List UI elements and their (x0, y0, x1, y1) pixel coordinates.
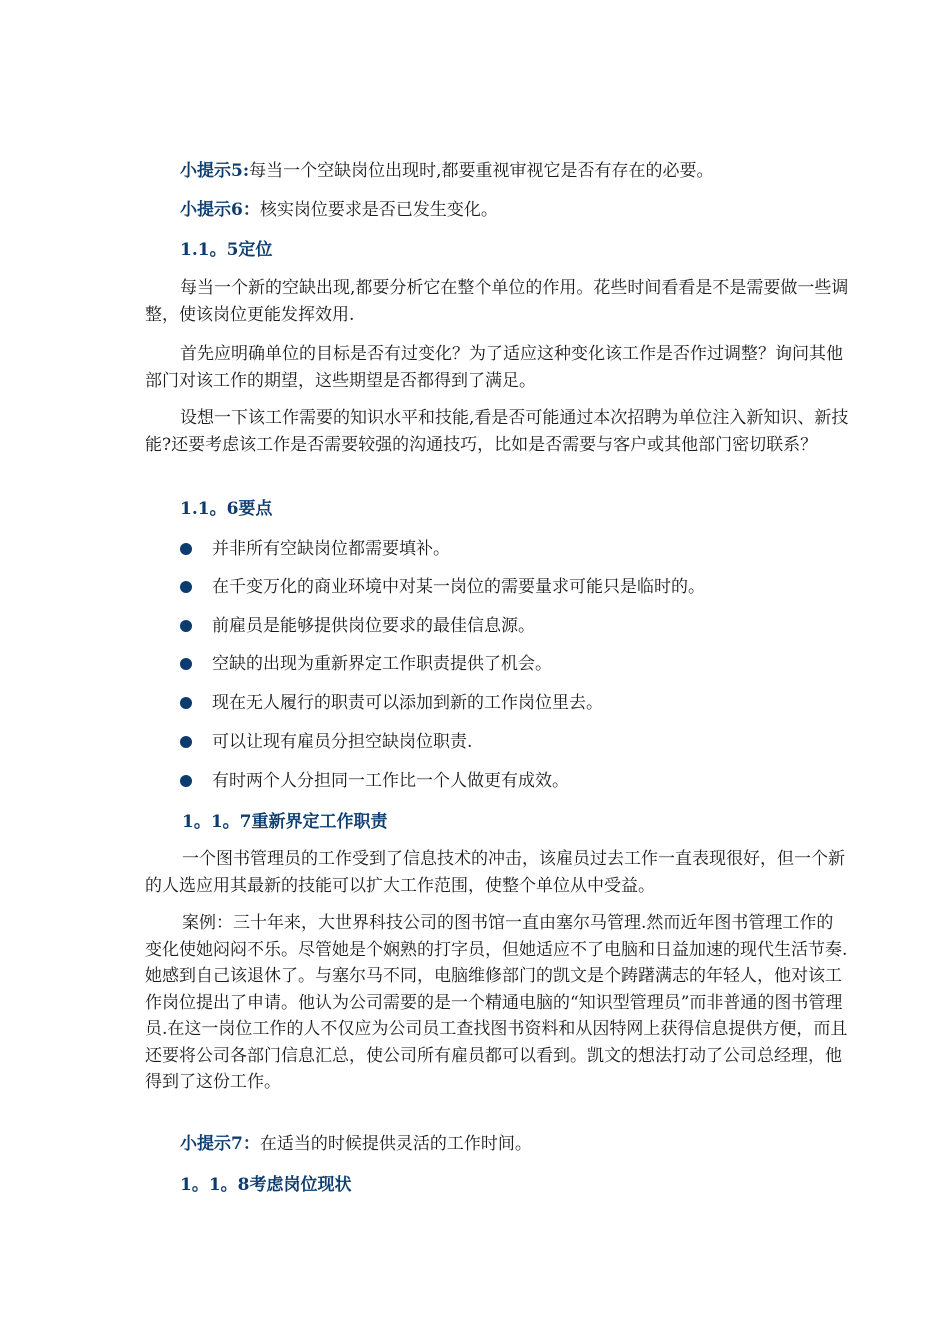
heading-1-1-8: 1。1。8考虑岗位现状 (180, 1175, 352, 1195)
bullet-item (176, 536, 856, 562)
bullet-dot-icon (180, 658, 192, 670)
bullet-dot-icon (180, 581, 192, 593)
tip-6-text: 核实岗位要求是否已发生变化。 (259, 200, 498, 220)
bullet-item (176, 574, 856, 600)
paragraph-positioning-3: 设想一下该工作需要的知识水平和技能,看是否可能通过本次招聘为单位注入新知识、新技能?还要考虑该工作是否需要较强的沟通技巧，比如是否需要与客户或其他部门密切联系？ (145, 408, 849, 455)
tip-5-text: 每当一个空缺岗位出现时,都要重视审视它是否有存在的必要。 (249, 161, 714, 181)
paragraph-case-study: 案例：三十年来，大世界科技公司的图书馆一直由塞尔马管理.然而近年图书管理工作的变化使她闷闷不乐。尽管她是个娴熟的打字员，但她适应不了电脑和日益加速的现代生活节奏.她感到自己该退休了。与塞尔马不同，电脑维修部门的凯文是个踌躇满志的年轻人，他对该工作岗位提出了申请。他认为公司需要的是一个精通电脑的“知识型管理员”而非普通的图书管理员.在这一岗位工作的人不仅应为公司员工查找图书资料和从因特网上获得信息提供方便，而且还要将公司各部门信息汇总，使公司所有雇员都可以看到。凯文的想法打动了公司总经理，他得到了这份工作。 (145, 913, 848, 1092)
tip-7-text: 在适当的时候提供灵活的工作时间。 (259, 1134, 532, 1154)
heading-1-1-7: 1。1。7重新界定工作职责 (182, 812, 388, 832)
bullet-dot-icon (180, 775, 192, 787)
heading-1-1-6: 1.1。6要点 (180, 499, 273, 519)
bullet-dot-icon (180, 697, 192, 709)
bullet-text: 可以让现有雇员分担空缺岗位职责. (212, 732, 473, 752)
tip-6-label: 小提示6： (180, 200, 260, 220)
bullet-item (176, 729, 856, 755)
bullet-dot-icon (180, 736, 192, 748)
bullet-dot-icon (180, 543, 192, 555)
tip-5-label: 小提示5: (180, 161, 250, 181)
bullet-text: 并非所有空缺岗位都需要填补。 (212, 539, 450, 559)
bullet-text: 有时两个人分担同一工作比一个人做更有成效。 (212, 771, 569, 791)
paragraph-positioning-1: 每当一个新的空缺出现,都要分析它在整个单位的作用。花些时间看看是不是需要做一些调整，使该岗位更能发挥效用. (145, 278, 849, 325)
heading-1-1-5: 1.1。5定位 (180, 240, 273, 260)
bullet-dot-icon (180, 620, 192, 632)
bullet-text: 前雇员是能够提供岗位要求的最佳信息源。 (212, 616, 535, 636)
bullet-item (176, 768, 856, 794)
tip-5 (145, 158, 850, 185)
bullet-item (176, 690, 856, 716)
bullet-text: 现在无人履行的职责可以添加到新的工作岗位里去。 (212, 693, 603, 713)
tip-6 (145, 197, 850, 224)
paragraph-redefine-1: 一个图书管理员的工作受到了信息技术的冲击，该雇员过去工作一直表现很好，但一个新的人选应用其最新的技能可以扩大工作范围，使整个单位从中受益。 (145, 849, 845, 896)
bullet-text: 在千变万化的商业环境中对某一岗位的需要量求可能只是临时的。 (212, 577, 705, 597)
paragraph-positioning-2: 首先应明确单位的目标是否有过变化？为了适应这种变化该工作是否作过调整？询问其他部门对该工作的期望，这些期望是否都得到了满足。 (145, 344, 843, 391)
tip-7-label: 小提示7： (180, 1134, 260, 1154)
bullet-item (176, 613, 856, 639)
tip-7 (145, 1131, 850, 1158)
bullet-item (176, 651, 856, 677)
bullet-text: 空缺的出现为重新界定工作职责提供了机会。 (212, 654, 552, 674)
